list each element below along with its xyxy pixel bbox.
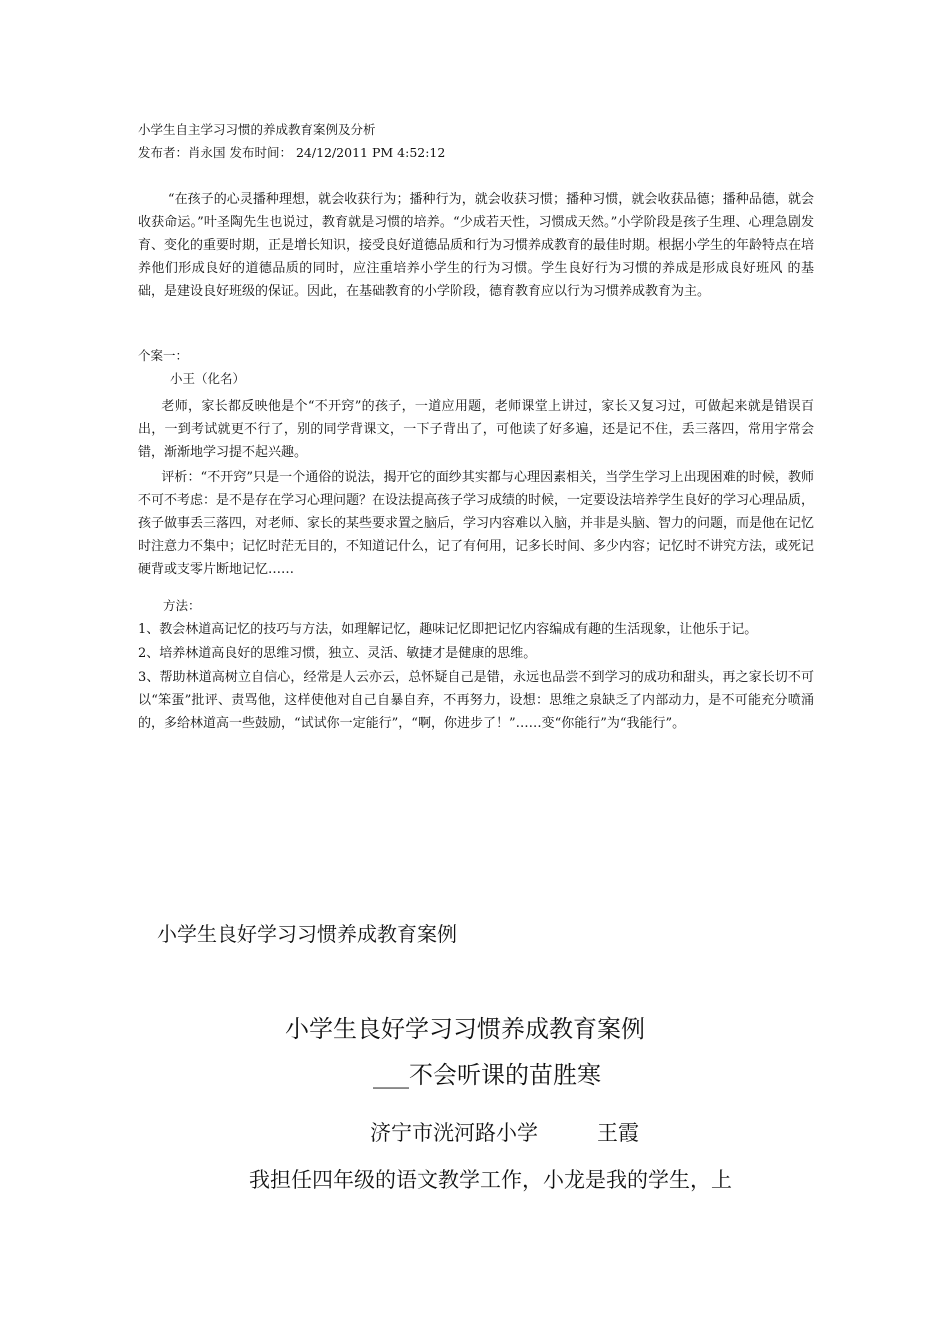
author-name: 王霞 xyxy=(597,1121,639,1145)
section-heading: 小学生良好学习习惯养成教育案例 xyxy=(157,922,457,946)
intro-paragraph: “在孩子的心灵播种理想，就会收获行为；播种行为，就会收获习惯；播种习惯，就会收获品德；播种品德，就会收获命运。”叶圣陶先生也说过，教育就是习惯的培养。“少成若天性，习惯成天然。”小学阶段是孩子生理、心理急剧发育、变化的重要时期，正是增长知识，接受良好道德品质和行为习惯养成教育的最佳时期。根据小学生的年龄特点在培养他们形成良好的道德品质的同时，应注重培养小学生的行为习惯。学生良好行为习惯的养成是形成良好班风 的基础，是建设良好班级的保证。因此，在基础教育的小学阶段，德育教育应以行为习惯养成教育为主。 xyxy=(138,192,815,299)
body-first-line: 我担任四年级的语文教学工作，小龙是我的学生，上 xyxy=(249,1168,732,1192)
case-subtitle: ___不会听课的苗胜寒 xyxy=(373,1061,601,1089)
article-meta: 发布者：肖永国 发布时间： 24/12/2011 PM 4:52:12 xyxy=(138,145,446,160)
methods-label: 方法： xyxy=(163,598,201,613)
method-item-2: 2、培养林道高良好的思维习惯，独立、灵活、敏捷才是健康的思维。 xyxy=(138,646,537,661)
analysis-paragraph: 评析：“不开窍”只是一个通俗的说法，揭开它的面纱其实都与心理因素相关，当学生学习上出现困难的时候，教师不可不考虑：是不是存在学习心理问题？在设法提高孩子学习成绩的时候，一定要设法培养学生良好的学习心理品质，孩子做事丢三落四，对老师、家长的某些要求置之脑后，学习内容难以入脑，并非是头脑、智力的问题，而是他在记忆时注意力不集中；记忆时茫无目的，不知道记什么，记了有何用，记多长时间、多少内容；记忆时不讲究方法，或死记硬背或支零片断地记忆…… xyxy=(138,470,815,577)
case-label: 个案一： xyxy=(138,348,189,363)
article-title: 小学生自主学习习惯的养成教育案例及分析 xyxy=(138,122,376,137)
case-name: 小王（化名） xyxy=(170,371,246,386)
school-name: 济宁市洸河路小学 xyxy=(370,1121,538,1145)
case-description: 老师，家长都反映他是个“不开窍”的孩子，一道应用题，老师课堂上讲过，家长又复习过，可做起来就是错误百出，一到考试就更不行了，别的同学背课文，一下子背出了，可他读了好多遍，还是记不住，丢三落四，常用字常会错，渐渐地学习提不起兴趣。 xyxy=(138,399,814,460)
method-item-1: 1、教会林道高记忆的技巧与方法，如理解记忆，趣味记忆即把记忆内容编成有趣的生活现象，让他乐于记。 xyxy=(138,622,758,637)
method-item-3: 3、帮助林道高树立自信心，经常是人云亦云，总怀疑自己是错，永远也品尝不到学习的成功和甜头，再之家长切不可以“笨蛋”批评、责骂他，这样使他对自己自暴自弃，不再努力，设想：思维之泉缺乏了内部动力，是不可能充分喷涌的，多给林道高一些鼓励，“试试你一定能行”，“啊，你进步了！”……变“你能行”为“我能行”。 xyxy=(138,670,814,731)
case-title: 小学生良好学习习惯养成教育案例 xyxy=(285,1015,645,1043)
